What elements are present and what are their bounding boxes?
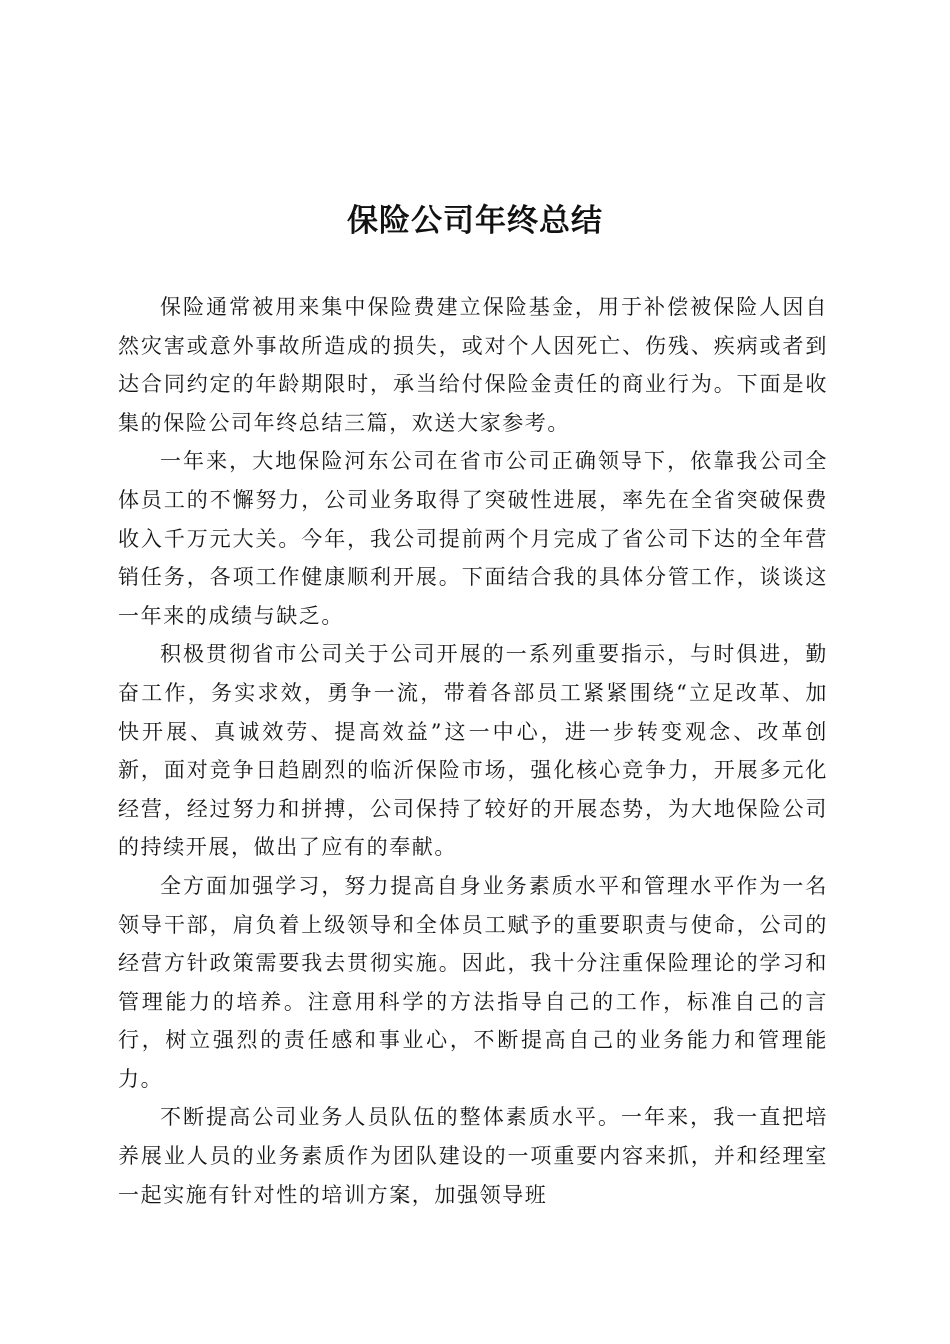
paragraph: 积极贯彻省市公司关于公司开展的一系列重要指示，与时俱进，勤奋工作，务实求效，勇争一流，带着各部员工紧紧围绕“立足改革、加快开展、真诚效劳、提高效益”这一中心，进一步转变观念、改革创新，面对竞争日趋剧烈的临沂保险市场，强化核心竞争力，开展多元化经营，经过努力和拼搏，公司保持了较好的开展态势，为大地保险公司的持续开展，做出了应有的奉献。 — [118, 642, 828, 860]
paragraph: 保险通常被用来集中保险费建立保险基金，用于补偿被保险人因自然灾害或意外事故所造成的损失，或对个人因死亡、伤残、疾病或者到达合同约定的年龄期限时，承当给付保险金责任的商业行为。下面是收集的保险公司年终总结三篇，欢送大家参考。 — [118, 295, 828, 435]
paragraph: 全方面加强学习，努力提高自身业务素质水平和管理水平作为一名领导干部，肩负着上级领导和全体员工赋予的重要职责与使命，公司的经营方针政策需要我去贯彻实施。因此，我十分注重保险理论的学习和管理能力的培养。注意用科学的方法指导自己的工作，标准自己的言行，树立强烈的责任感和事业心，不断提高自己的业务能力和管理能力。 — [118, 873, 828, 1091]
paragraph: 一年来，大地保险河东公司在省市公司正确领导下，依靠我公司全体员工的不懈努力，公司业务取得了突破性进展，率先在全省突破保费收入千万元大关。今年，我公司提前两个月完成了省公司下达的全年营销任务，各项工作健康顺利开展。下面结合我的具体分管工作，谈谈这一年来的成绩与缺乏。 — [118, 449, 828, 628]
document-title: 保险公司年终总结 — [347, 203, 603, 239]
paragraph: 不断提高公司业务人员队伍的整体素质水平。一年来，我一直把培养展业人员的业务素质作为团队建设的一项重要内容来抓，并和经理室一起实施有针对性的培训方案，加强领导班 — [118, 1105, 828, 1207]
document-body — [118, 288, 828, 1214]
